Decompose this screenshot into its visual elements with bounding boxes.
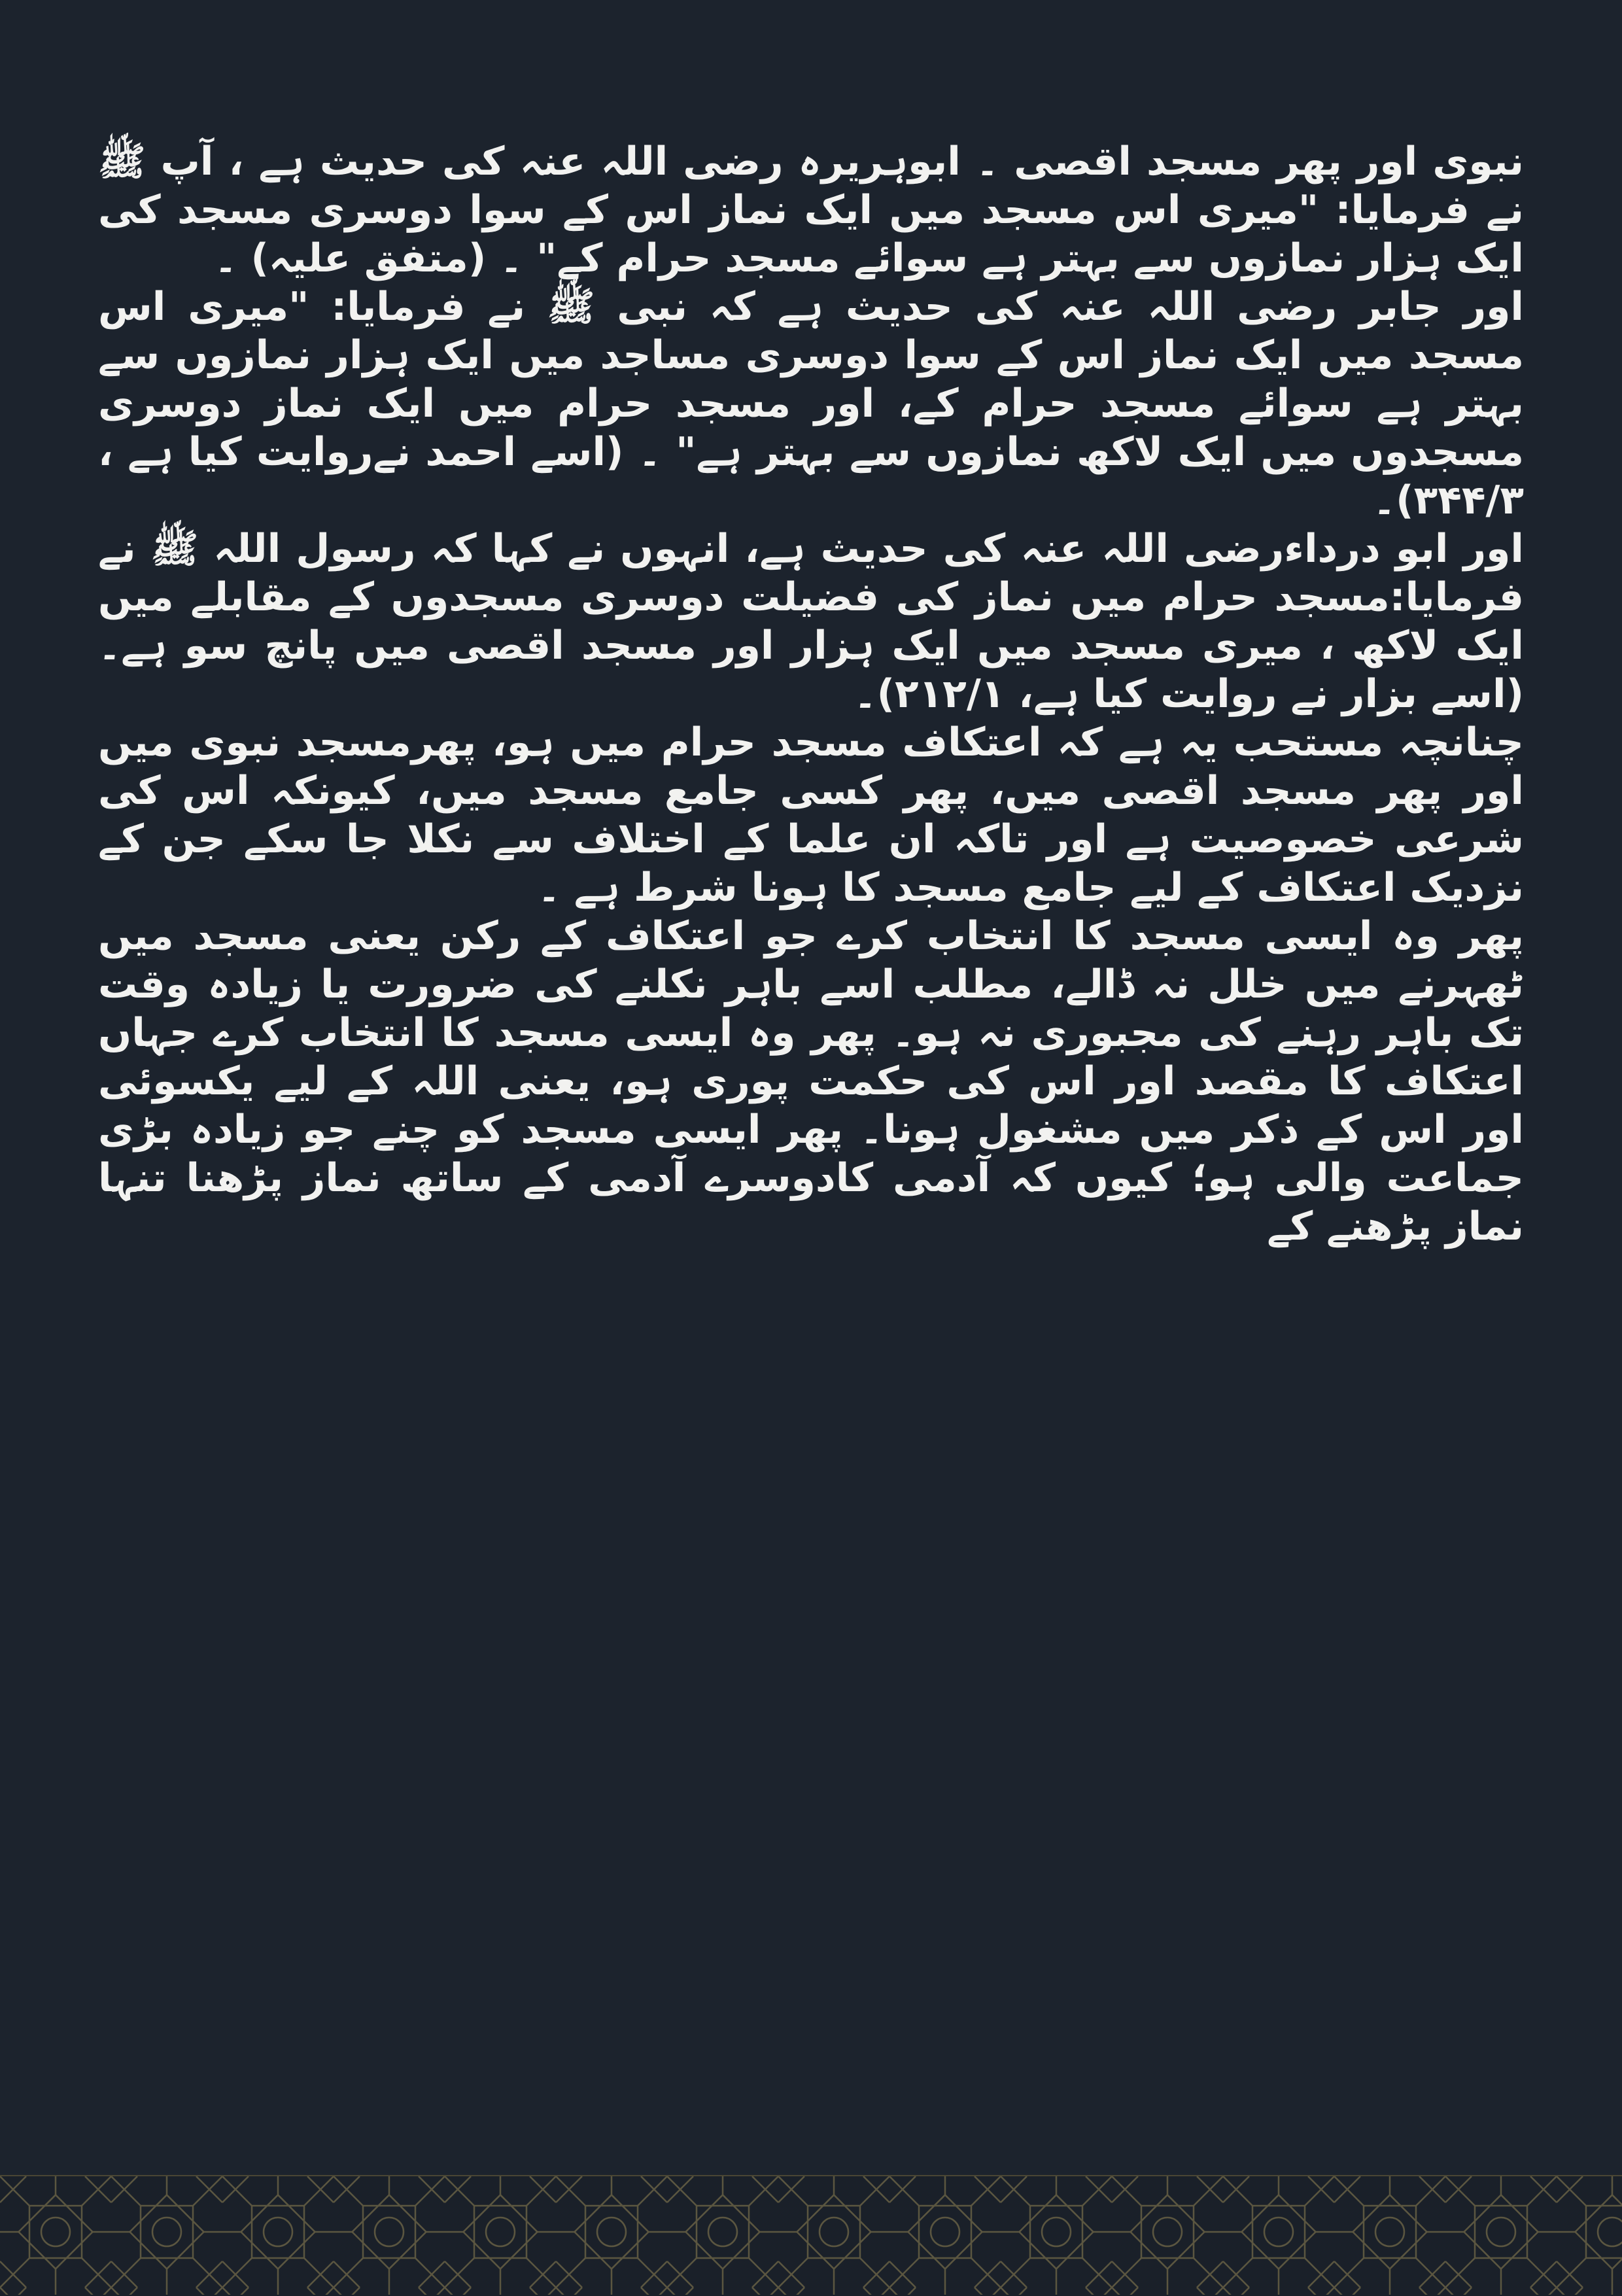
body-text (98, 137, 1524, 2100)
paragraph-5: پھر وہ ایسی مسجد کا انتخاب کرے جو اعتکاف کے رکن یعنی مسجد میں ٹھہرنے میں خلل نہ ڈالے، مطلب اسے باہر نکلنے کی ضرورت یا زیادہ وقت تک باہر رہنے کی مجبوری نہ ہو۔ پھر وہ ایسی مسجد کا انتخاب کرے جہاں اعتکاف کا مقصد اور اس کی حکمت پوری ہو، یعنی اللہ کے لیے یکسوئی اور اس کے ذکر میں مشغول ہونا۔ پھر ایسی مسجد کو چنے جو زیادہ بڑی جماعت والی ہو؛ کیوں کہ آدمی کادوسرے آدمی کے ساتھ نماز پڑھنا تنہا نماز پڑھنے کے (98, 913, 1524, 1249)
ornamental-footer-band (0, 2175, 1622, 2296)
paragraph-2: اور جابر رضی اللہ عنہ کی حدیث ہے کہ نبی ﷺ نے فرمایا: "میری اس مسجد میں ایک نماز اس کے سوا دوسری مساجد میں ایک ہزار نمازوں سے بہتر ہے سوائے مسجد حرام کے، اور مسجد حرام میں ایک نماز دوسری مسجدوں میں ایک لاکھ نمازوں سے بہتر ہے" ۔ (اسے احمد نےروایت کیا ہے ، ۳۴۴/۳)۔ (98, 284, 1524, 523)
geometric-pattern-ornament (0, 2176, 1622, 2295)
paragraph-4: چنانچہ مستحب یہ ہے کہ اعتکاف مسجد حرام میں ہو، پھرمسجد نبوی میں اور پھر مسجد اقصی میں، پھر کسی جامع مسجد میں، کیونکہ اس کی شرعی خصوصیت ہے اور تاکہ ان علما کے اختلاف سے نکلا جا سکے جن کے نزدیک اعتکاف کے لیے جامع مسجد کا ہونا شرط ہے ۔ (98, 720, 1524, 911)
paragraph-1: نبوی اور پھر مسجد اقصی ۔ ابوہریرہ رضی اللہ عنہ کی حدیث ہے ، آپ ﷺ نے فرمایا: "میری اس مسجد میں ایک نماز اس کے سوا دوسری مسجد کی ایک ہزار نمازوں سے بہتر ہے سوائے مسجد حرام کے" ۔ (متفق علیہ) ۔ (98, 139, 1524, 281)
paragraph-3: اور ابو درداءرضی اللہ عنہ کی حدیث ہے، انہوں نے کہا کہ رسول اللہ ﷺ نے فرمایا:مسجد حرام میں نماز کی فضیلت دوسری مسجدوں کے مقابلے میں ایک لاکھ ، میری مسجد میں ایک ہزار اور مسجد اقصی میں پانچ سو ہے۔ (اسے بزار نے روایت کیا ہے، ۲۱۲/۱)۔ (98, 526, 1524, 717)
